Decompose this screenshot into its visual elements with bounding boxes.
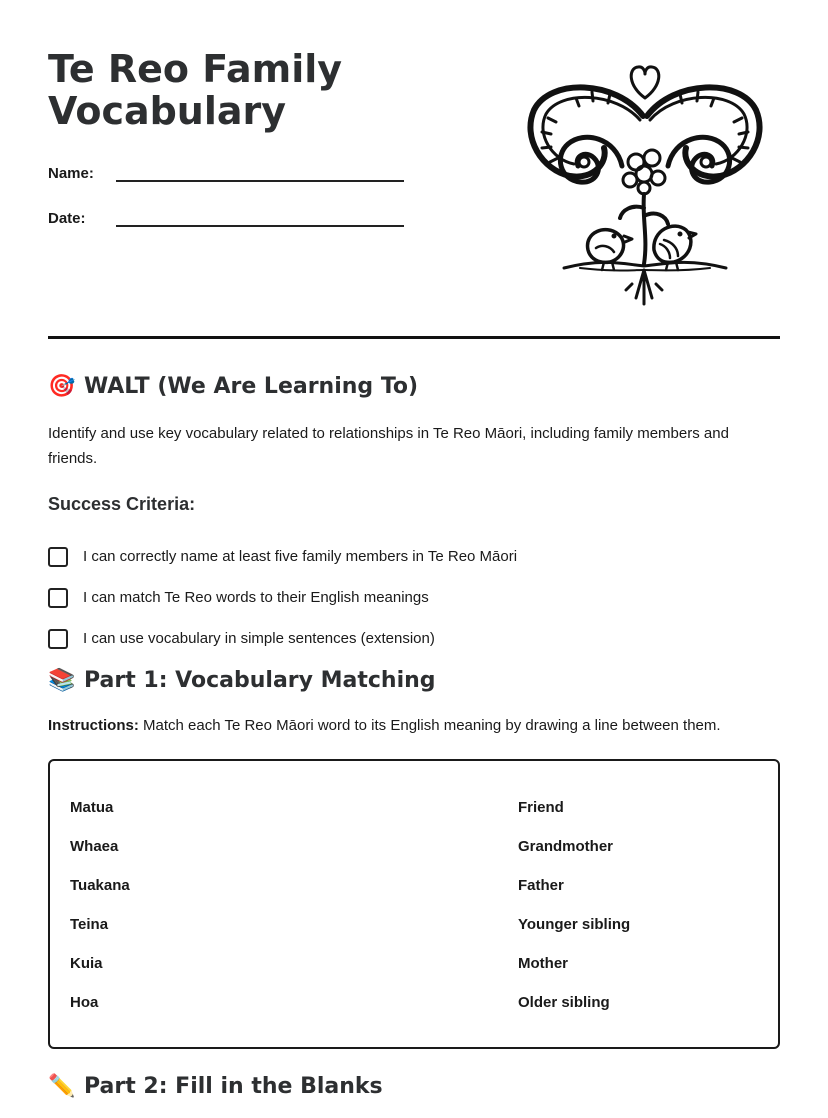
walt-heading-text: WALT (We Are Learning To) — [84, 374, 419, 399]
walt-description: Identify and use key vocabulary related to relationships in Te Reo Māori, including family members and friends. — [48, 425, 729, 467]
maori-word[interactable]: Teina — [70, 916, 109, 933]
criteria-item — [48, 618, 517, 659]
date-field — [48, 205, 404, 227]
success-criteria-list — [48, 536, 517, 659]
english-words-column — [518, 797, 630, 1031]
instructions-text: Match each Te Reo Māori word to its English meaning by drawing a line between them. — [138, 717, 721, 734]
page-title: Te Reo Family Vocabulary — [48, 47, 343, 133]
name-field — [48, 160, 404, 182]
maori-word[interactable]: Hoa — [70, 994, 99, 1011]
name-label: Name: — [48, 165, 94, 182]
books-icon: 📚 — [48, 668, 76, 693]
criteria-label: I can use vocabulary in simple sentences (extension) — [83, 630, 435, 647]
criteria-checkbox[interactable] — [48, 547, 68, 567]
instructions-label: Instructions: — [48, 717, 139, 734]
vocabulary-matching-box — [48, 759, 780, 1049]
maori-word[interactable]: Matua — [70, 799, 114, 816]
maori-word[interactable]: Whaea — [70, 838, 119, 855]
koru-tree-birds-illustration — [524, 58, 766, 310]
part2-heading-text: Part 2: Fill in the Blanks — [84, 1074, 383, 1099]
criteria-label: I can match Te Reo words to their English meanings — [83, 589, 429, 606]
maori-words-column — [70, 797, 130, 1031]
criteria-checkbox[interactable] — [48, 629, 68, 649]
english-word[interactable]: Younger sibling — [518, 916, 631, 933]
part1-instructions — [48, 717, 788, 734]
date-line[interactable] — [116, 205, 404, 227]
part1-heading — [48, 668, 436, 693]
pencil-icon: ✏️ — [48, 1074, 76, 1099]
criteria-label: I can correctly name at least five family members in Te Reo Māori — [83, 548, 518, 565]
maori-word[interactable]: Tuakana — [70, 877, 130, 894]
english-word[interactable]: Mother — [518, 955, 568, 972]
success-criteria-heading: Success Criteria: — [48, 494, 196, 514]
target-icon: 🎯 — [48, 374, 76, 399]
english-word[interactable]: Friend — [518, 799, 564, 816]
part1-heading-text: Part 1: Vocabulary Matching — [84, 668, 436, 693]
criteria-item — [48, 536, 517, 577]
name-line[interactable] — [116, 160, 404, 182]
heart-icon — [631, 67, 659, 98]
criteria-item — [48, 577, 517, 618]
criteria-checkbox[interactable] — [48, 588, 68, 608]
walt-heading — [48, 374, 418, 399]
english-word[interactable]: Older sibling — [518, 994, 610, 1011]
maori-word[interactable]: Kuia — [70, 955, 103, 972]
part2-heading — [48, 1074, 383, 1099]
english-word[interactable]: Father — [518, 877, 564, 894]
date-label: Date: — [48, 210, 86, 227]
header-divider — [48, 336, 780, 339]
english-word[interactable]: Grandmother — [518, 838, 614, 855]
